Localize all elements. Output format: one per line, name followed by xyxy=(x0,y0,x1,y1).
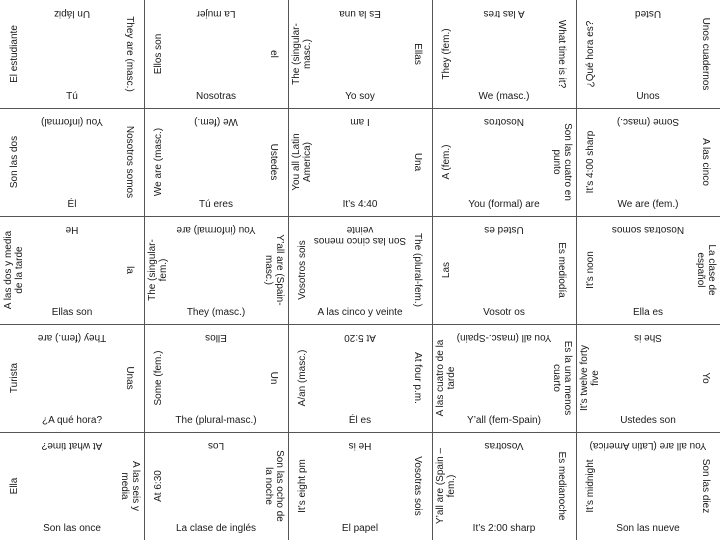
edge-text-left: You all (Latin America) xyxy=(291,133,313,191)
edge-text-top: Usted es xyxy=(484,224,524,235)
puzzle-cell xyxy=(288,216,432,324)
edge-text-top: At what time? xyxy=(41,440,103,451)
edge-text-top: Some (masc.) xyxy=(616,116,680,127)
edge-text-top: Ellos xyxy=(205,332,227,343)
edge-text-top: You all are (Latin America) xyxy=(589,440,707,451)
edge-text-top: Son las cinco menos veinte xyxy=(313,224,407,246)
edge-text-left: It’s noon xyxy=(584,251,596,289)
edge-text-right: Vosotras sois xyxy=(412,456,424,516)
edge-text-right: Son las ocho de la noche xyxy=(263,450,285,522)
edge-text-top: Un lápiz xyxy=(53,8,91,19)
edge-text-right: At four p.m. xyxy=(412,352,424,404)
edge-text-top: Los xyxy=(207,440,225,451)
edge-text-right: Es la una menos cuarto xyxy=(551,340,573,416)
puzzle-cell xyxy=(144,324,288,432)
edge-text-top: Nosotras somos xyxy=(611,224,685,235)
puzzle-cell xyxy=(0,324,144,432)
edge-text-right: Son las cuatro en punto xyxy=(551,123,573,201)
edge-text-left: It’s 4:00 sharp xyxy=(584,130,596,194)
edge-text-top: Usted xyxy=(634,8,662,19)
edge-text-left: It’s midnight xyxy=(584,459,596,513)
edge-text-left: It’s eight pm xyxy=(296,459,308,513)
edge-text-right: Y’all are (Spain-masc.) xyxy=(263,234,285,306)
edge-text-left: A las cuatro de la tarde xyxy=(435,339,457,417)
edge-text-bottom: Unos xyxy=(636,91,660,102)
edge-text-bottom: Él xyxy=(67,199,77,210)
edge-text-top: Nosotros xyxy=(484,116,525,127)
edge-text-bottom: Ellas son xyxy=(51,307,93,318)
edge-text-bottom: Ustedes son xyxy=(620,415,676,426)
edge-text-bottom: Él es xyxy=(348,415,372,426)
grid-line-horizontal xyxy=(0,216,720,217)
edge-text-left: Las xyxy=(440,261,452,279)
edge-text-left: It’s twelve forty five xyxy=(579,345,601,411)
edge-text-right: Nosotros somos xyxy=(124,125,136,199)
edge-text-top: I am xyxy=(350,116,370,127)
edge-text-left: A las dos y media de la tarde xyxy=(3,230,25,310)
puzzle-cell xyxy=(0,108,144,216)
puzzle-cell xyxy=(0,0,144,108)
edge-text-left: They (fem.) xyxy=(440,28,452,80)
puzzle-cell xyxy=(144,0,288,108)
grid-line-horizontal xyxy=(0,108,720,109)
edge-text-right: Es mediodía xyxy=(556,242,568,298)
edge-text-left: ¿Qué hora es? xyxy=(584,20,596,88)
edge-text-top: He is xyxy=(348,440,372,451)
puzzle-cell xyxy=(576,324,720,432)
edge-text-right: Ustedes xyxy=(268,143,280,181)
grid-line-vertical xyxy=(432,0,433,540)
puzzle-cell xyxy=(0,216,144,324)
edge-text-left: Vosotros sois xyxy=(296,240,308,300)
edge-text-bottom: A las cinco y veinte xyxy=(317,307,403,318)
puzzle-cell xyxy=(144,216,288,324)
edge-text-right: Ellas xyxy=(412,43,424,65)
edge-text-right: Son las diez xyxy=(700,458,712,514)
edge-text-bottom: Yo soy xyxy=(345,91,375,102)
puzzle-cell xyxy=(144,432,288,540)
edge-text-top: You all (masc.-Spain) xyxy=(456,332,552,343)
edge-text-right: They are (masc.) xyxy=(124,16,136,92)
edge-text-left: Ella xyxy=(8,477,20,495)
edge-text-bottom: We (masc.) xyxy=(478,91,530,102)
edge-text-right: la xyxy=(124,266,136,274)
puzzle-cell xyxy=(432,108,576,216)
edge-text-right: La clase de español xyxy=(695,244,717,296)
edge-text-right: A las seis y media xyxy=(119,460,141,512)
edge-text-top: Es la una xyxy=(339,8,381,19)
edge-text-right: Una xyxy=(412,152,424,172)
edge-text-left: A/an (masc.) xyxy=(296,349,308,407)
edge-text-bottom: It’s 2:00 sharp xyxy=(472,523,536,534)
edge-text-left: Some (fem.) xyxy=(152,350,164,406)
edge-text-right: Unos cuadernos xyxy=(700,17,712,91)
edge-text-bottom: You (formal) are xyxy=(468,199,540,210)
edge-text-right: A las cinco xyxy=(700,138,712,186)
edge-text-bottom: Nosotras xyxy=(195,91,236,102)
edge-text-left: Son las dos xyxy=(8,135,20,189)
edge-text-bottom: It’s 4:40 xyxy=(342,199,378,210)
edge-text-bottom: They (masc.) xyxy=(186,307,246,318)
edge-text-bottom: Son las once xyxy=(43,523,101,534)
edge-text-left: Turista xyxy=(8,362,20,394)
edge-text-top: A las tres xyxy=(483,8,525,19)
edge-text-bottom: Tú xyxy=(66,91,78,102)
edge-text-top: He xyxy=(65,224,79,235)
grid-line-vertical xyxy=(144,0,145,540)
edge-text-bottom: Ella es xyxy=(632,307,663,318)
edge-text-top: You (informal) are xyxy=(176,224,256,235)
puzzle-cell xyxy=(288,0,432,108)
edge-text-right: Es medianoche xyxy=(556,451,568,521)
puzzle-cell xyxy=(288,432,432,540)
edge-text-bottom: Tú eres xyxy=(199,199,233,210)
edge-text-left: El estudiante xyxy=(8,25,20,83)
grid-line-horizontal xyxy=(0,324,720,325)
edge-text-left: Y’all are (Spain – fem.) xyxy=(435,447,457,525)
edge-text-top: She is xyxy=(634,332,662,343)
edge-text-right: Un xyxy=(268,371,280,385)
edge-text-top: At 5:20 xyxy=(344,332,376,343)
edge-text-top: We (fem.) xyxy=(194,116,238,127)
edge-text-right: el xyxy=(268,50,280,58)
edge-text-bottom: The (plural-masc.) xyxy=(175,415,257,426)
edge-text-bottom: Son las nueve xyxy=(616,523,680,534)
puzzle-cell xyxy=(576,216,720,324)
grid-line-vertical xyxy=(576,0,577,540)
edge-text-top: La mujer xyxy=(196,8,236,19)
edge-text-right: What time is it? xyxy=(556,19,568,89)
puzzle-cell xyxy=(288,324,432,432)
edge-text-left: Ellos son xyxy=(152,33,164,75)
edge-text-right: Unas xyxy=(124,366,136,390)
puzzle-cell xyxy=(432,0,576,108)
puzzle-cell xyxy=(288,108,432,216)
edge-text-right: The (plural-fem.) xyxy=(412,233,424,307)
puzzle-cell xyxy=(432,432,576,540)
puzzle-cell xyxy=(144,108,288,216)
edge-text-left: The (singular-masc.) xyxy=(291,23,313,85)
edge-text-left: We are (masc.) xyxy=(152,127,164,197)
edge-text-top: They (fem.) are xyxy=(37,332,107,343)
puzzle-cell xyxy=(432,216,576,324)
edge-text-left: The (singular-fem.) xyxy=(147,239,169,301)
puzzle-cell xyxy=(576,432,720,540)
puzzle-cell xyxy=(0,432,144,540)
edge-text-bottom: ¿A qué hora? xyxy=(41,415,103,426)
puzzle-cell xyxy=(432,324,576,432)
edge-text-left: At 6:30 xyxy=(152,470,164,502)
edge-text-bottom: Vosotr os xyxy=(483,307,525,318)
edge-text-left: A (fem.) xyxy=(440,144,452,180)
grid-line-vertical xyxy=(288,0,289,540)
edge-text-bottom: El papel xyxy=(341,523,379,534)
edge-text-top: You (informal) xyxy=(41,116,103,127)
edge-text-bottom: La clase de inglés xyxy=(175,523,257,534)
grid-line-horizontal xyxy=(0,432,720,433)
edge-text-top: Vosotras xyxy=(484,440,524,451)
edge-text-bottom: Y’all (fem-Spain) xyxy=(467,415,541,426)
edge-text-bottom: We are (fem.) xyxy=(617,199,679,210)
edge-text-right: Yo xyxy=(700,372,712,384)
puzzle-cell xyxy=(576,0,720,108)
puzzle-cell xyxy=(576,108,720,216)
